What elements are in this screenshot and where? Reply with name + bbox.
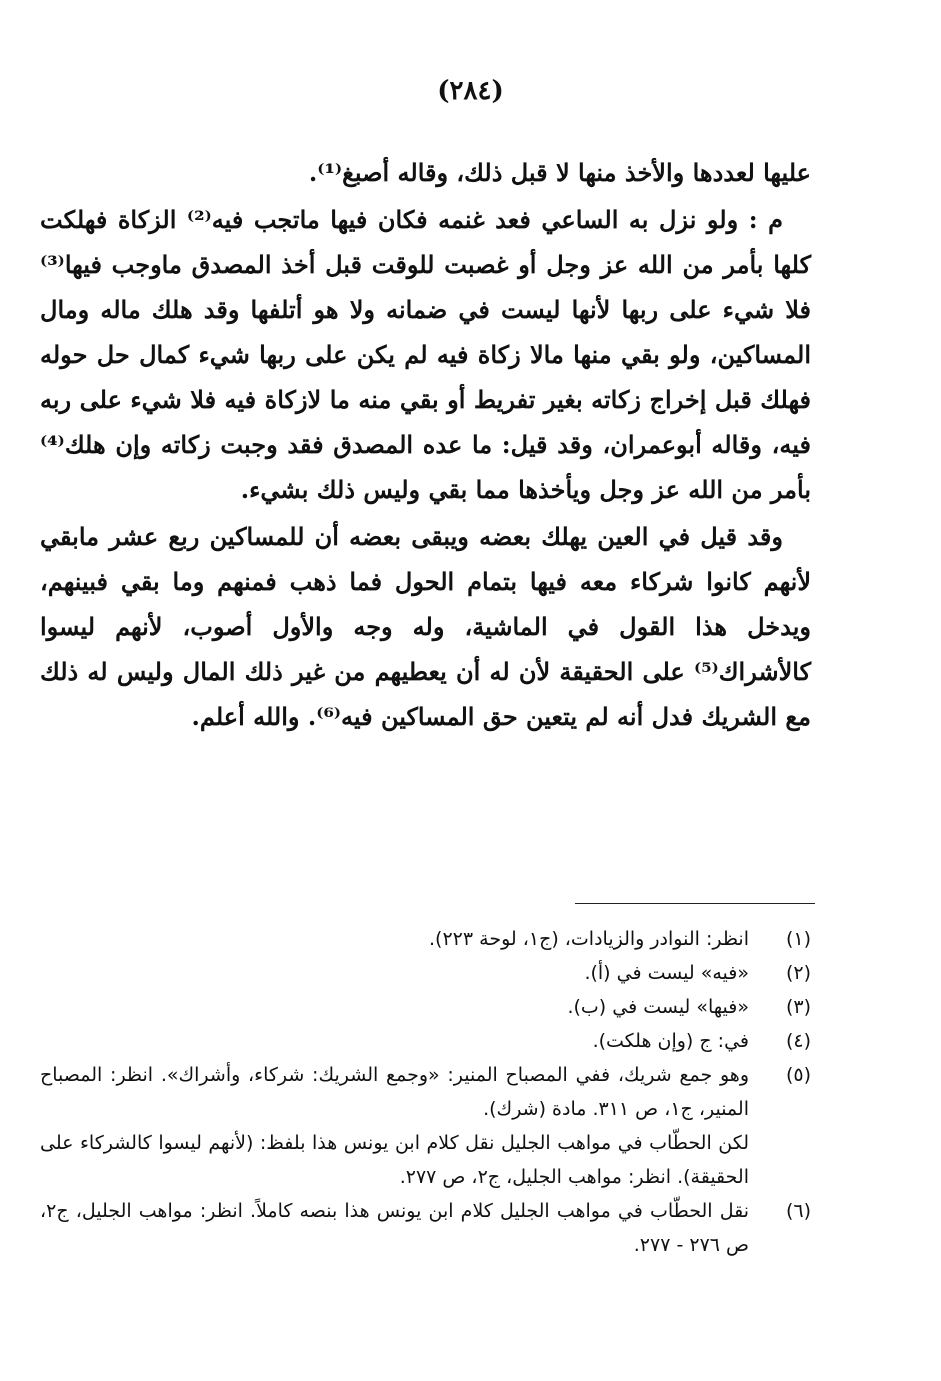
paragraph: م : ولو نزل به الساعي فعد غنمه فكان فيها ماتجب فيه⁽²⁾ الزكاة فهلكت كلها بأمر من الله عز وجل أو غصبت للوقت قبل أخذ المصدق ماوجب فيها⁽³⁾ فلا شيء على ربها لأنها ليست في ضمانه ولا هو أتلفها وقد هلك ماله ومال المساكين، ولو بقي منها مالا زكاة فيه لم يكن على ربها شيء كمال حل حوله فهلك قبل إخراج زكاته بغير تفريط أو بقي منه ما لازكاة فيه فلا شيء على ربه فيه، وقاله أبوعمران، وقد قيل: ما عده المصدق فقد وجبت زكاته وإن هلك⁽⁴⁾ بأمر من الله عز وجل ويأخذها مما بقي وليس ذلك بشيء. — [40, 205, 811, 504]
footnote-text: «فيها» ليست في (ب). — [567, 996, 749, 1018]
footnote-number: (١) — [785, 928, 811, 950]
footnote-number: (٥) — [785, 1064, 811, 1086]
footnote-number: (٦) — [785, 1200, 811, 1222]
footnote-text: «فيه» ليست في (أ). — [584, 962, 749, 984]
footnote-item — [40, 1024, 811, 1058]
footnote-item — [40, 956, 811, 990]
footnote-text: نقل الحطّاب في مواهب الجليل كلام ابن يونس هذا بنصه كاملاً. انظر: مواهب الجليل، ج٢، ص ٢٧٦ - ٢٧٧. — [40, 1200, 749, 1256]
footnote-item — [40, 990, 811, 1024]
main-text — [40, 150, 811, 739]
paragraph: وقد قيل في العين يهلك بعضه ويبقى بعضه أن للمساكين ربع عشر مابقي لأنهم كانوا شركاء معه فيها بتمام الحول فما ذهب فمنهم وما بقي فبينهم، ويدخل هذا القول في الماشية، وله وجه والأول أصوب، لأنهم ليسوا كالأشراك⁽⁵⁾ على الحقيقة لأن له أن يعطيهم من غير ذلك المال وليس له ذلك مع الشريك فدل أنه لم يتعين حق المساكين فيه⁽⁶⁾. والله أعلم. — [40, 522, 811, 731]
footnotes — [40, 922, 811, 1262]
footnote-text: في: ج (وإن هلكت). — [592, 1030, 749, 1052]
footnote-item — [40, 1194, 811, 1262]
footnote-item — [40, 1058, 811, 1194]
footnote-text: لكن الحطّاب في مواهب الجليل نقل كلام ابن يونس هذا بلفظ: (لأنهم ليسوا كالشركاء على الحقيقة). انظر: مواهب الجليل، ج٢، ص ٢٧٧. — [40, 1132, 749, 1188]
footnote-number: (٤) — [785, 1030, 811, 1052]
footnote-number: (٢) — [785, 962, 811, 984]
footnote-text: انظر: النوادر والزيادات، (ج١، لوحة ٢٢٣). — [429, 928, 749, 950]
paragraph: عليها لعددها والأخذ منها لا قبل ذلك، وقاله أصبغ⁽¹⁾. — [308, 158, 811, 187]
footnote-item — [40, 922, 811, 956]
page-number: (٢٨٤) — [437, 76, 504, 106]
footnote-divider — [575, 903, 815, 904]
footnote-number: (٣) — [785, 996, 811, 1018]
footnote-text: وهو جمع شريك، ففي المصباح المنير: «وجمع الشريك: شركاء، وأشراك». انظر: المصباح المنير، ج١، ص ٣١١. مادة (شرك). — [40, 1064, 749, 1120]
